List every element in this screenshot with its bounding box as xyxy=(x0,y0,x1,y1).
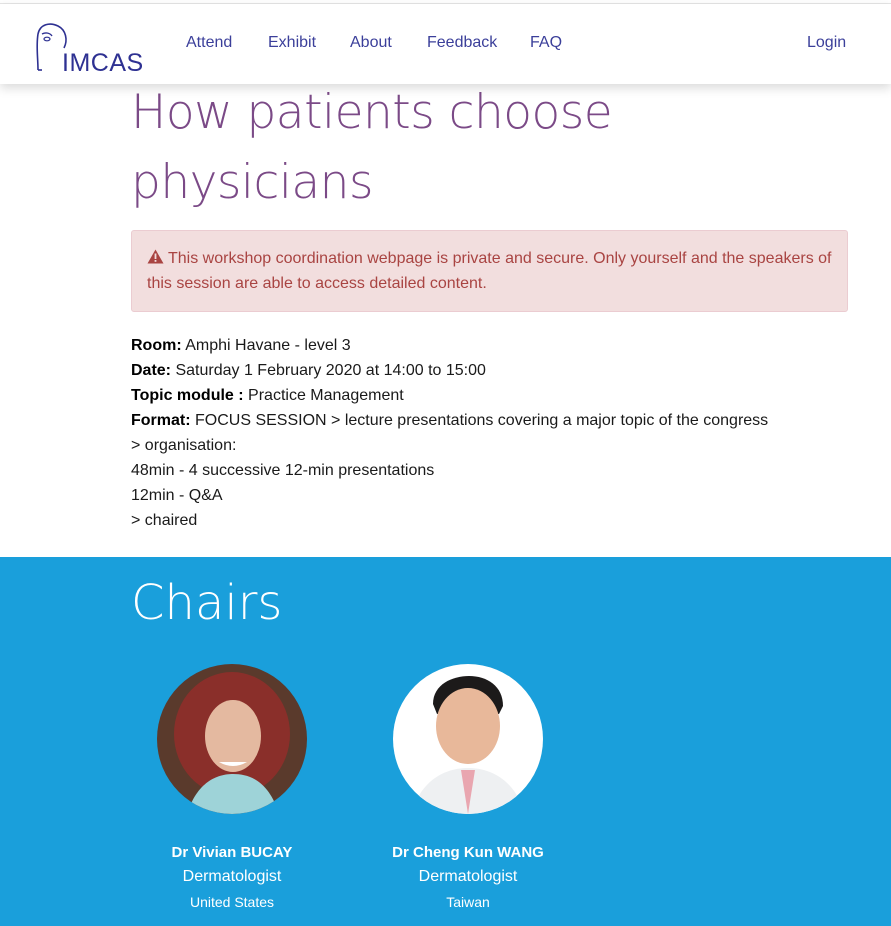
private-alert xyxy=(131,230,848,312)
date-row xyxy=(131,358,851,383)
nav-exhibit[interactable]: Exhibit xyxy=(268,34,317,51)
topic-value: Practice Management xyxy=(248,387,404,404)
format-value: FOCUS SESSION > lecture presentations covering a major topic of the congress xyxy=(195,412,769,429)
nav-faq[interactable]: FAQ xyxy=(530,34,563,51)
format-line: > chaired xyxy=(131,512,198,529)
nav-attend[interactable]: Attend xyxy=(186,34,233,51)
format-row xyxy=(131,408,851,433)
imcas-logo[interactable] xyxy=(32,18,144,77)
nav-feedback[interactable]: Feedback xyxy=(427,34,498,51)
chair-role: Dermatologist xyxy=(418,868,518,885)
room-label: Room: xyxy=(131,337,182,354)
chair-name: Dr Cheng Kun WANG xyxy=(392,844,544,861)
topic-label: Topic module : xyxy=(131,387,244,404)
avatar xyxy=(393,664,543,814)
room-row xyxy=(131,333,851,358)
format-label: Format: xyxy=(131,412,191,429)
warning-icon xyxy=(147,249,164,264)
brand-name: IMCAS xyxy=(62,49,144,77)
navbar xyxy=(0,4,891,84)
format-line: 12min - Q&A xyxy=(131,487,223,504)
login-link[interactable]: Login xyxy=(807,34,847,51)
date-value: Saturday 1 February 2020 at 14:00 to 15:00 xyxy=(175,362,486,379)
chair-role: Dermatologist xyxy=(182,868,282,885)
chair-card[interactable] xyxy=(132,664,332,912)
nav-about[interactable]: About xyxy=(350,34,392,51)
chairs-heading: Chairs xyxy=(131,575,283,631)
chair-country: Taiwan xyxy=(446,894,490,910)
session-details xyxy=(131,333,851,533)
format-line: > organisation: xyxy=(131,437,237,454)
topic-row xyxy=(131,383,851,408)
chair-country: United States xyxy=(189,894,275,910)
chair-name: Dr Vivian BUCAY xyxy=(171,844,293,861)
date-label: Date: xyxy=(131,362,172,379)
room-value: Amphi Havane - level 3 xyxy=(185,337,351,354)
format-line: 48min - 4 successive 12-min presentations xyxy=(131,462,435,479)
title-line-1: How patients choose physicians xyxy=(131,85,613,210)
chair-card[interactable] xyxy=(368,664,568,912)
chairs-section xyxy=(0,557,891,926)
alert-text: This workshop coordination webpage is private and secure. Only yourself and the speakers of this session are able to access detailed content. xyxy=(147,250,832,292)
avatar xyxy=(157,664,307,814)
